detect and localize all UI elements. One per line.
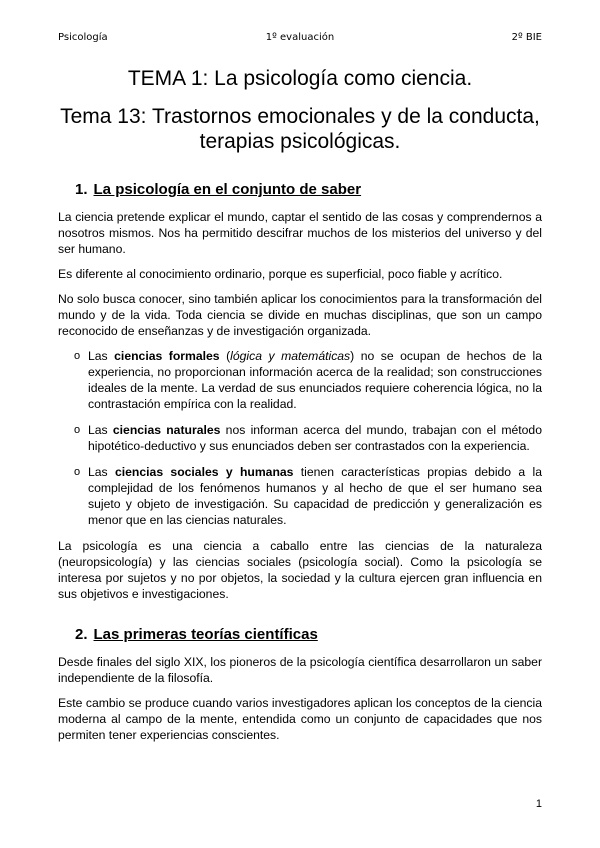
bullet-marker: o: [74, 350, 81, 362]
section-1-paragraph-1: La ciencia pretende explicar el mundo, captar el sentido de las cosas y comprendernos a nosotros mismos. Nos ha permitido descifrar muchos de los misterios del universo y del ser humano.: [58, 210, 542, 256]
list-text: Las: [88, 349, 115, 363]
section-2-number: 2.: [75, 626, 88, 643]
section-2-paragraph-1: Desde finales del siglo XIX, los pioneros de la psicología científica desarrollaron un saber independiente de la filosofía.: [58, 655, 542, 685]
section-1-title: La psicología en el conjunto de saber: [93, 181, 362, 198]
page-title: TEMA 1: La psicología como ciencia.: [127, 67, 473, 90]
term-natural-sciences: ciencias naturales: [112, 423, 221, 437]
list-text: Las: [88, 465, 115, 479]
section-1-paragraph-3: No solo busca conocer, sino también aplicar los conocimientos para la transformación del mundo y de la vida. Toda ciencia se divide en muchas disciplinas, que son un campo reconocido de enseñanzas y de investigación organizada.: [58, 292, 542, 338]
header-subject: Psicología: [58, 32, 108, 43]
list-text: nos informan acerca del mundo, trabajan con el método hipotético-deductivo y sus enunciados deben ser contrastados con la experiencia.: [88, 423, 542, 453]
section-2-heading: [75, 625, 542, 645]
document-body: [58, 180, 542, 752]
list-item-formal-sciences: [58, 348, 542, 412]
formal-sciences-examples: lógica y matemáticas: [230, 349, 351, 363]
section-2-title: Las primeras teorías científicas: [93, 626, 318, 643]
bullet-marker: o: [74, 424, 81, 436]
section-1-number: 1.: [75, 181, 88, 198]
term-formal-sciences: ciencias formales: [114, 349, 220, 363]
section-1-paragraph-2: Es diferente al conocimiento ordinario, porque es superficial, poco fiable y acrítico.: [58, 267, 503, 281]
section-1-heading: [75, 180, 542, 200]
list-item-social-sciences: [58, 464, 542, 528]
term-social-sciences: ciencias sociales y humanas: [114, 465, 294, 479]
science-types-list: [58, 348, 542, 528]
list-item-natural-sciences: [58, 422, 542, 454]
header-class: 2º BIE: [511, 32, 542, 43]
section-2-paragraph-2: Este cambio se produce cuando varios investigadores aplican los conceptos de la ciencia moderna al campo de la mente, entendida como un conjunto de capacidades que nos permiten tener experiencias conscientes.: [58, 696, 542, 742]
page-number: 1: [535, 798, 542, 810]
list-text: (: [219, 349, 231, 363]
list-text: tienen características propias debido a la complejidad de los fenómenos humanos y al hecho de que el ser humano sea sujeto y objeto de investigación. Su capacidad de predicción y generalización es menor que en las ciencias naturales.: [88, 465, 542, 527]
section-1-paragraph-4: La psicología es una ciencia a caballo entre las ciencias de la naturaleza (neuropsicología) y las ciencias sociales (psicología social). Como la psicología se interesa por sujetos y no por objetos, la sociedad y la cultura ejercen gran influencia en sus objetivos e investigaciones.: [58, 539, 542, 601]
page-header: [58, 32, 542, 46]
list-text: ) no se ocupan de hechos de la experiencia, no proporcionan información acerca de la realidad; son construcciones ideales de la mente. La verdad de sus enunciados requiere coherencia lógica, no la contrastación empírica con la realidad.: [88, 349, 543, 411]
page-subtitle: Tema 13: Trastornos emocionales y de la conducta, terapias psicológicas.: [60, 105, 540, 153]
bullet-marker: o: [74, 466, 81, 478]
header-evaluation: 1º evaluación: [265, 32, 335, 43]
list-text: Las: [88, 423, 113, 437]
